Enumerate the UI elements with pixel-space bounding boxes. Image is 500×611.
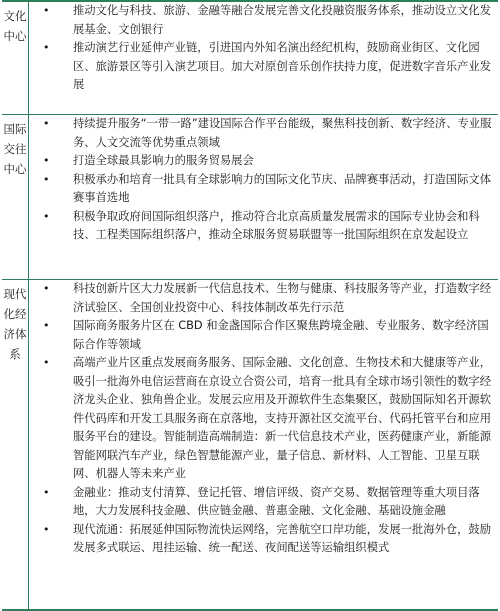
item-text: 推动文化与科技、旅游、金融等融合发展完善文化投融资服务体系，推动设立文化发展基金、文创银行 <box>73 4 491 36</box>
item-list <box>29 280 498 558</box>
bullet-icon: • <box>43 522 50 536</box>
category-label: 文化中心 <box>3 9 27 43</box>
category-label: 国际交往中心 <box>3 122 27 176</box>
bullet-icon: • <box>43 319 50 332</box>
item-list <box>29 115 498 245</box>
item-text: 持续提升服务“一带一路”建设国际合作平台能级，聚焦科技创新、数字经济、专业服务、人文交流等优势重点领域 <box>73 117 492 149</box>
item-text: 打造全球最具影响力的服务贸易展会 <box>73 154 254 167</box>
list-item <box>29 354 498 484</box>
table-row-culture-center <box>2 1 498 115</box>
list-item <box>29 521 498 558</box>
item-text: 国际商务服务片区在 CBD 和金盏国际合作区聚焦跨境金融、专业服务、数字经济国际合作等领域 <box>73 319 489 351</box>
bullet-icon: • <box>43 172 50 186</box>
policy-table <box>2 0 498 611</box>
bullet-icon: • <box>43 485 50 499</box>
bullet-icon: • <box>43 209 50 223</box>
bullet-icon: • <box>43 41 50 54</box>
bullet-icon: • <box>43 282 50 295</box>
bullet-icon: • <box>43 117 50 130</box>
list-item <box>29 39 498 95</box>
category-cell <box>2 1 29 115</box>
bullet-icon: • <box>43 154 50 167</box>
category-cell <box>2 115 29 280</box>
table-row-international-exchange-center <box>2 115 498 280</box>
category-label: 现代化经济体系 <box>3 287 27 361</box>
item-list <box>29 2 498 95</box>
items-cell <box>29 115 499 280</box>
items-cell <box>29 280 499 611</box>
list-item <box>29 208 498 245</box>
list-item <box>29 317 498 354</box>
item-text: 推动演艺行业延伸产业链，引进国内外知名演出经纪机构，鼓励商业街区、文化园区、旅游景区等引入演艺项目。加大对原创音乐创作扶持力度，促进数字音乐产业发展 <box>73 41 491 91</box>
item-text: 高端产业片区重点发展商务服务、国际金融、文化创意、生物技术和大健康等产业，吸引一批海外电信运营商在京设立合资公司，培育一批具有全球市场引领性的数字经济龙头企业、独角兽企业。发展云应用及开源软件生态集聚区，鼓励国际知名开源软件代码库和开发工具服务商在京落地，支持开源社区交流平台、代码托管平台和应用服务平台的建设。智能制造高端制造：新一代信息技术产业，医药健康产业，新能源智能网联汽车产业，绿色智慧能源产业，量子信息、新材料、人工智能、卫星互联网、机器人等未来产业 <box>73 356 491 480</box>
bullet-icon: • <box>43 4 50 17</box>
list-item <box>29 115 498 152</box>
item-text: 现代流通：拓展延伸国际物流快运网络，完善航空口岸功能，发展一批海外仓，鼓励发展多式联运、甩挂运输、统一配送、夜间配送等运输组织模式 <box>73 522 491 554</box>
items-cell <box>29 1 499 115</box>
item-text: 科技创新片区大力发展新一代信息技术、生物与健康、科技服务等产业，打造数字经济试验区、全国创业投资中心、科技体制改革先行示范 <box>73 282 491 314</box>
list-item <box>29 280 498 317</box>
item-text: 积极承办和培育一批具有全球影响力的国际文化节庆、品牌赛事活动，打造国际文体赛事首选地 <box>73 172 491 204</box>
list-item <box>29 152 498 171</box>
list-item <box>29 171 498 208</box>
item-text: 积极争取政府间国际组织落户，推动符合北京高质量发展需求的国际专业协会和科技、工程类国际组织落户，推动全球服务贸易联盟等一批国际组织在京发起设立 <box>73 209 480 241</box>
list-item <box>29 484 498 521</box>
table-row-modern-economic-system <box>2 280 498 611</box>
bullet-icon: • <box>43 356 50 369</box>
list-item <box>29 2 498 39</box>
item-text: 金融业：推动支付清算、登记托管、增信评级、资产交易、数据管理等重大项目落地，大力发展科技金融、供应链金融、普惠金融、文化金融、基础设施金融 <box>73 485 480 517</box>
category-cell <box>2 280 29 611</box>
